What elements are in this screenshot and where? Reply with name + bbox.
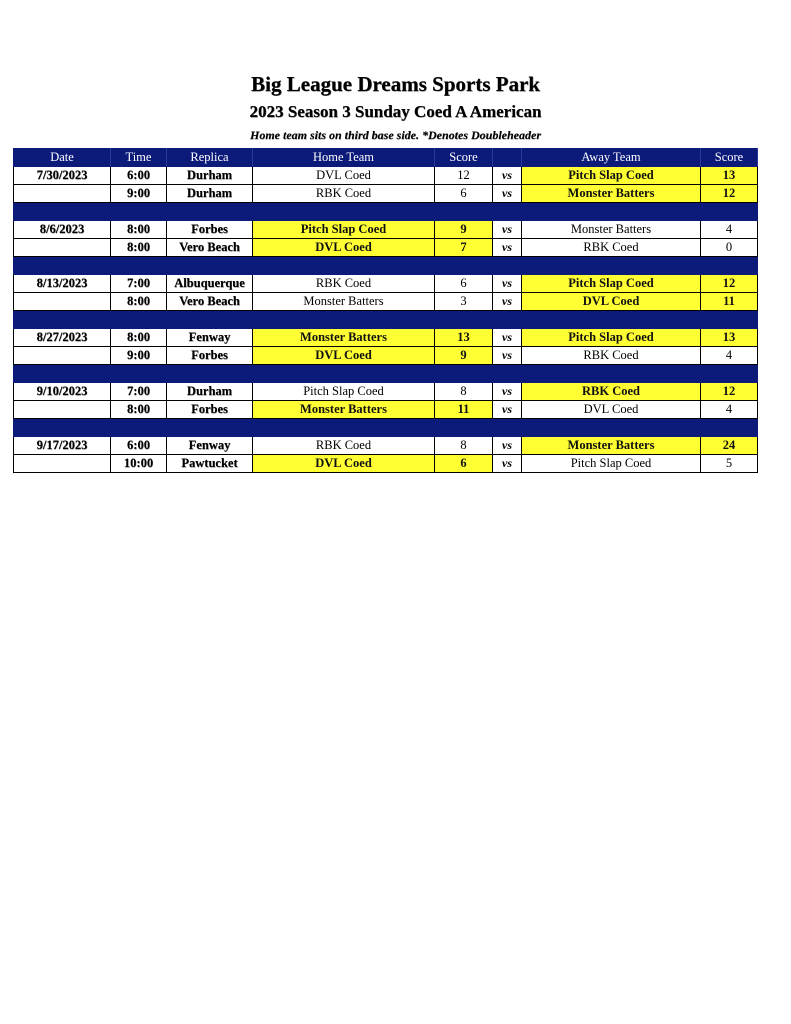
replica-field: Vero Beach xyxy=(167,293,253,311)
separator-cell xyxy=(14,311,111,329)
away-team: Monster Batters xyxy=(522,185,701,203)
separator-cell xyxy=(522,203,701,221)
schedule-note: Home team sits on third base side. *Denotes Doubleheader xyxy=(250,128,541,142)
home-team: Monster Batters xyxy=(253,293,435,311)
separator-cell xyxy=(522,365,701,383)
replica-field: Albuquerque xyxy=(167,275,253,293)
away-team: Monster Batters xyxy=(522,221,701,239)
header-vs xyxy=(493,149,522,167)
separator-cell xyxy=(14,365,111,383)
game-row xyxy=(14,455,758,473)
game-time: 8:00 xyxy=(111,401,167,419)
separator-cell xyxy=(111,311,167,329)
separator-cell xyxy=(701,257,758,275)
vs-label: vs xyxy=(493,347,522,365)
game-time: 8:00 xyxy=(111,329,167,347)
home-team: Pitch Slap Coed xyxy=(253,383,435,401)
vs-label: vs xyxy=(493,221,522,239)
game-date xyxy=(14,401,111,419)
game-date: 9/17/2023 xyxy=(14,437,111,455)
game-date: 8/13/2023 xyxy=(14,275,111,293)
separator-cell xyxy=(701,203,758,221)
away-score: 11 xyxy=(701,293,758,311)
replica-field: Forbes xyxy=(167,221,253,239)
away-team: Monster Batters xyxy=(522,437,701,455)
separator-cell xyxy=(522,419,701,437)
away-score: 4 xyxy=(701,347,758,365)
separator-cell xyxy=(111,257,167,275)
away-team: Pitch Slap Coed xyxy=(522,329,701,347)
vs-label: vs xyxy=(493,293,522,311)
away-score: 13 xyxy=(701,167,758,185)
separator-cell xyxy=(493,365,522,383)
header-home-team: Home Team xyxy=(253,149,435,167)
away-team: RBK Coed xyxy=(522,383,701,401)
away-score: 12 xyxy=(701,185,758,203)
week-separator xyxy=(14,203,758,221)
game-time: 10:00 xyxy=(111,455,167,473)
home-score: 9 xyxy=(435,221,493,239)
game-date xyxy=(14,293,111,311)
game-date xyxy=(14,455,111,473)
separator-cell xyxy=(167,419,253,437)
game-time: 8:00 xyxy=(111,239,167,257)
away-score: 13 xyxy=(701,329,758,347)
separator-cell xyxy=(493,419,522,437)
separator-cell xyxy=(253,419,435,437)
separator-cell xyxy=(435,203,493,221)
away-score: 12 xyxy=(701,383,758,401)
game-row xyxy=(14,347,758,365)
vs-label: vs xyxy=(493,167,522,185)
game-time: 6:00 xyxy=(111,437,167,455)
game-row xyxy=(14,239,758,257)
game-date: 8/27/2023 xyxy=(14,329,111,347)
home-score: 6 xyxy=(435,275,493,293)
away-score: 4 xyxy=(701,221,758,239)
game-date xyxy=(14,347,111,365)
vs-label: vs xyxy=(493,275,522,293)
header-date: Date xyxy=(14,149,111,167)
home-score: 6 xyxy=(435,455,493,473)
separator-cell xyxy=(253,311,435,329)
separator-cell xyxy=(167,257,253,275)
game-row xyxy=(14,221,758,239)
separator-cell xyxy=(167,203,253,221)
separator-cell xyxy=(435,257,493,275)
separator-cell xyxy=(435,365,493,383)
home-score: 8 xyxy=(435,437,493,455)
game-row xyxy=(14,383,758,401)
vs-label: vs xyxy=(493,239,522,257)
vs-label: vs xyxy=(493,455,522,473)
replica-field: Durham xyxy=(167,167,253,185)
away-team: RBK Coed xyxy=(522,347,701,365)
vs-label: vs xyxy=(493,437,522,455)
home-team: RBK Coed xyxy=(253,185,435,203)
separator-cell xyxy=(701,311,758,329)
separator-cell xyxy=(253,203,435,221)
home-score: 8 xyxy=(435,383,493,401)
week-separator xyxy=(14,311,758,329)
separator-cell xyxy=(493,203,522,221)
header-row xyxy=(14,149,758,167)
separator-cell xyxy=(522,311,701,329)
schedule-table xyxy=(13,148,758,473)
home-score: 3 xyxy=(435,293,493,311)
away-team: DVL Coed xyxy=(522,293,701,311)
away-score: 0 xyxy=(701,239,758,257)
away-team: Pitch Slap Coed xyxy=(522,275,701,293)
week-separator xyxy=(14,419,758,437)
away-team: RBK Coed xyxy=(522,239,701,257)
home-score: 6 xyxy=(435,185,493,203)
away-team: DVL Coed xyxy=(522,401,701,419)
home-score: 9 xyxy=(435,347,493,365)
separator-cell xyxy=(522,257,701,275)
away-score: 5 xyxy=(701,455,758,473)
game-row xyxy=(14,437,758,455)
home-score: 12 xyxy=(435,167,493,185)
home-team: RBK Coed xyxy=(253,275,435,293)
separator-cell xyxy=(701,419,758,437)
separator-cell xyxy=(493,257,522,275)
home-score: 11 xyxy=(435,401,493,419)
game-date xyxy=(14,185,111,203)
replica-field: Pawtucket xyxy=(167,455,253,473)
vs-label: vs xyxy=(493,329,522,347)
game-time: 8:00 xyxy=(111,221,167,239)
home-team: Monster Batters xyxy=(253,329,435,347)
home-team: DVL Coed xyxy=(253,347,435,365)
replica-field: Durham xyxy=(167,185,253,203)
away-score: 12 xyxy=(701,275,758,293)
header-away-team: Away Team xyxy=(522,149,701,167)
away-score: 4 xyxy=(701,401,758,419)
separator-cell xyxy=(111,419,167,437)
home-team: DVL Coed xyxy=(253,167,435,185)
replica-field: Vero Beach xyxy=(167,239,253,257)
separator-cell xyxy=(14,419,111,437)
home-team: RBK Coed xyxy=(253,437,435,455)
separator-cell xyxy=(253,365,435,383)
separator-cell xyxy=(14,257,111,275)
week-separator xyxy=(14,365,758,383)
game-row xyxy=(14,275,758,293)
game-row xyxy=(14,293,758,311)
game-date xyxy=(14,239,111,257)
vs-label: vs xyxy=(493,185,522,203)
separator-cell xyxy=(167,365,253,383)
game-date: 7/30/2023 xyxy=(14,167,111,185)
replica-field: Forbes xyxy=(167,347,253,365)
game-row xyxy=(14,167,758,185)
game-row xyxy=(14,329,758,347)
game-time: 9:00 xyxy=(111,347,167,365)
game-row xyxy=(14,401,758,419)
separator-cell xyxy=(167,311,253,329)
vs-label: vs xyxy=(493,401,522,419)
game-date: 9/10/2023 xyxy=(14,383,111,401)
replica-field: Durham xyxy=(167,383,253,401)
game-row xyxy=(14,185,758,203)
separator-cell xyxy=(435,419,493,437)
separator-cell xyxy=(493,311,522,329)
home-team: DVL Coed xyxy=(253,455,435,473)
game-time: 8:00 xyxy=(111,293,167,311)
home-score: 13 xyxy=(435,329,493,347)
week-separator xyxy=(14,257,758,275)
header-home-score: Score xyxy=(435,149,493,167)
separator-cell xyxy=(435,311,493,329)
header-replica: Replica xyxy=(167,149,253,167)
schedule-header xyxy=(14,149,758,167)
header-time: Time xyxy=(111,149,167,167)
game-time: 6:00 xyxy=(111,167,167,185)
game-time: 9:00 xyxy=(111,185,167,203)
separator-cell xyxy=(701,365,758,383)
home-team: Monster Batters xyxy=(253,401,435,419)
replica-field: Fenway xyxy=(167,437,253,455)
replica-field: Forbes xyxy=(167,401,253,419)
away-team: Pitch Slap Coed xyxy=(522,455,701,473)
schedule-body xyxy=(14,167,758,473)
page-title: Big League Dreams Sports Park xyxy=(251,72,540,96)
separator-cell xyxy=(14,203,111,221)
game-date: 8/6/2023 xyxy=(14,221,111,239)
header-away-score: Score xyxy=(701,149,758,167)
game-time: 7:00 xyxy=(111,383,167,401)
page-subtitle: 2023 Season 3 Sunday Coed A American xyxy=(249,102,542,121)
home-team: Pitch Slap Coed xyxy=(253,221,435,239)
home-team: DVL Coed xyxy=(253,239,435,257)
replica-field: Fenway xyxy=(167,329,253,347)
vs-label: vs xyxy=(493,383,522,401)
away-team: Pitch Slap Coed xyxy=(522,167,701,185)
game-time: 7:00 xyxy=(111,275,167,293)
separator-cell xyxy=(111,203,167,221)
separator-cell xyxy=(111,365,167,383)
home-score: 7 xyxy=(435,239,493,257)
away-score: 24 xyxy=(701,437,758,455)
separator-cell xyxy=(253,257,435,275)
